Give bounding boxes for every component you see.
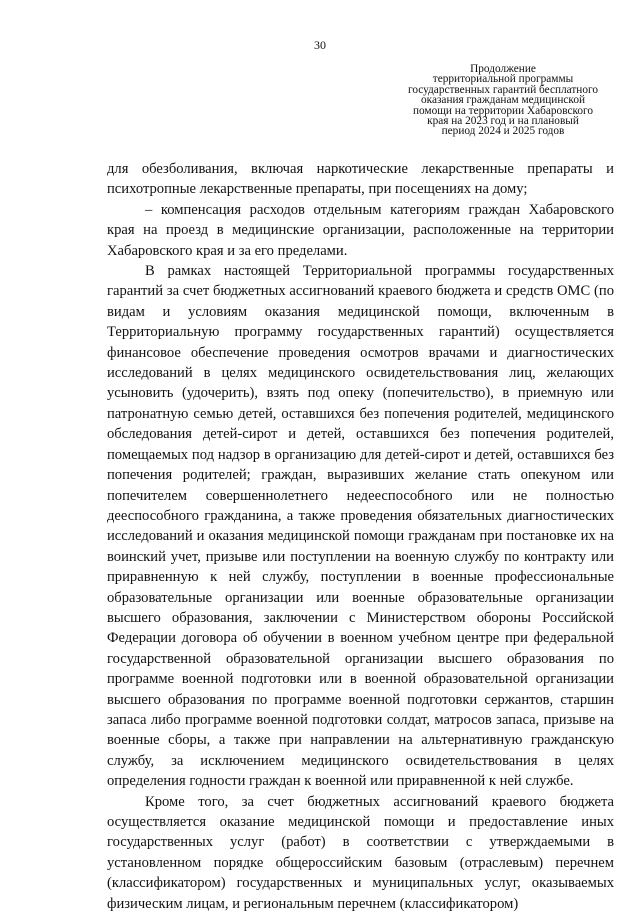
appendix-line: оказания гражданам медицинской xyxy=(420,94,586,107)
appendix-line: Продолжение xyxy=(470,63,536,75)
appendix-line: территориальной программы xyxy=(432,73,574,86)
appendix-line: помощи на территории Хабаровского xyxy=(412,104,594,117)
paragraph: Кроме того, за счет бюджетных ассигнований краевого бюджета осуществляется оказание медицинской помощи и предоставление иных государственных услуг (работ) в соответствии с утверждаемыми в установленном порядке общероссийским базовым (отраслевым) перечнем (классификатором) государственных и муниципальных услуг, оказываемых физическим лицам, и региональным перечнем (классификатором) xyxy=(107,793,614,912)
paragraph-continuation: для обезболивания, включая наркотические лекарственные препараты и психотропные лекарственные препараты, при посещениях на дому; xyxy=(107,161,614,198)
appendix-line: государственных гарантий бесплатного xyxy=(407,83,599,96)
paragraph-list-item: – компенсация расходов отдельным категориям граждан Хабаровского края на проезд в медицинские организации, расположенные на территории Хабаровского края и за его пределами. xyxy=(107,201,614,259)
page-number: 30 xyxy=(314,38,326,52)
appendix-header xyxy=(390,64,616,137)
paragraph: В рамках настоящей Территориальной программы государственных гарантий за счет бюджетных ассигнований краевого бюджета и средств ОМС (по видам и условиям оказания медицинской помощи, включенным в Территориальную программу государственных гарантий) осуществляется финансовое обеспечение проведения осмотров врачами и диагностических исследований в целях медицинского освидетельствования лиц, желающих усыновить (удочерить), взять под опеку (попечительство), в приемную или патронатную семью детей, оставшихся без попечения родителей, медицинского обследования детей-сирот и детей, оставшихся без попечения родителей, помещаемых под надзор в организацию для детей-сирот и детей, оставшихся без попечения родителей; граждан, выразивших желание стать опекуном или попечителем совершеннолетнего недееспособного или не полностью дееспособного гражданина, а также проведения обязательных диагностических исследований и оказания медицинской помощи гражданам при постановке их на воинский учет, призыве или поступлении на военную службу по контракту или приравненную к ней службу, поступлении в военные профессиональные образовательные организации или военные образовательные организации высшего образования, заключении с Министерством обороны Российской Федерации договора об обучении в военном учебном центре при федеральной государственной образовательной организации высшего образования по программе военной подготовки или в военной образовательной организации высшего образования по программе военной подготовки сержантов, старшин запаса либо программе военной подготовки солдат, матросов запаса, призыве на военные сборы, а также при направлении на альтернативную гражданскую службу, за исключением медицинского освидетельствования в целях определения годности граждан к военной или приравненной к ней службе. xyxy=(107,263,614,790)
appendix-line: края на 2023 год и на плановый xyxy=(427,115,579,128)
document-body xyxy=(107,159,614,914)
appendix-line: период 2024 и 2025 годов xyxy=(441,125,565,138)
